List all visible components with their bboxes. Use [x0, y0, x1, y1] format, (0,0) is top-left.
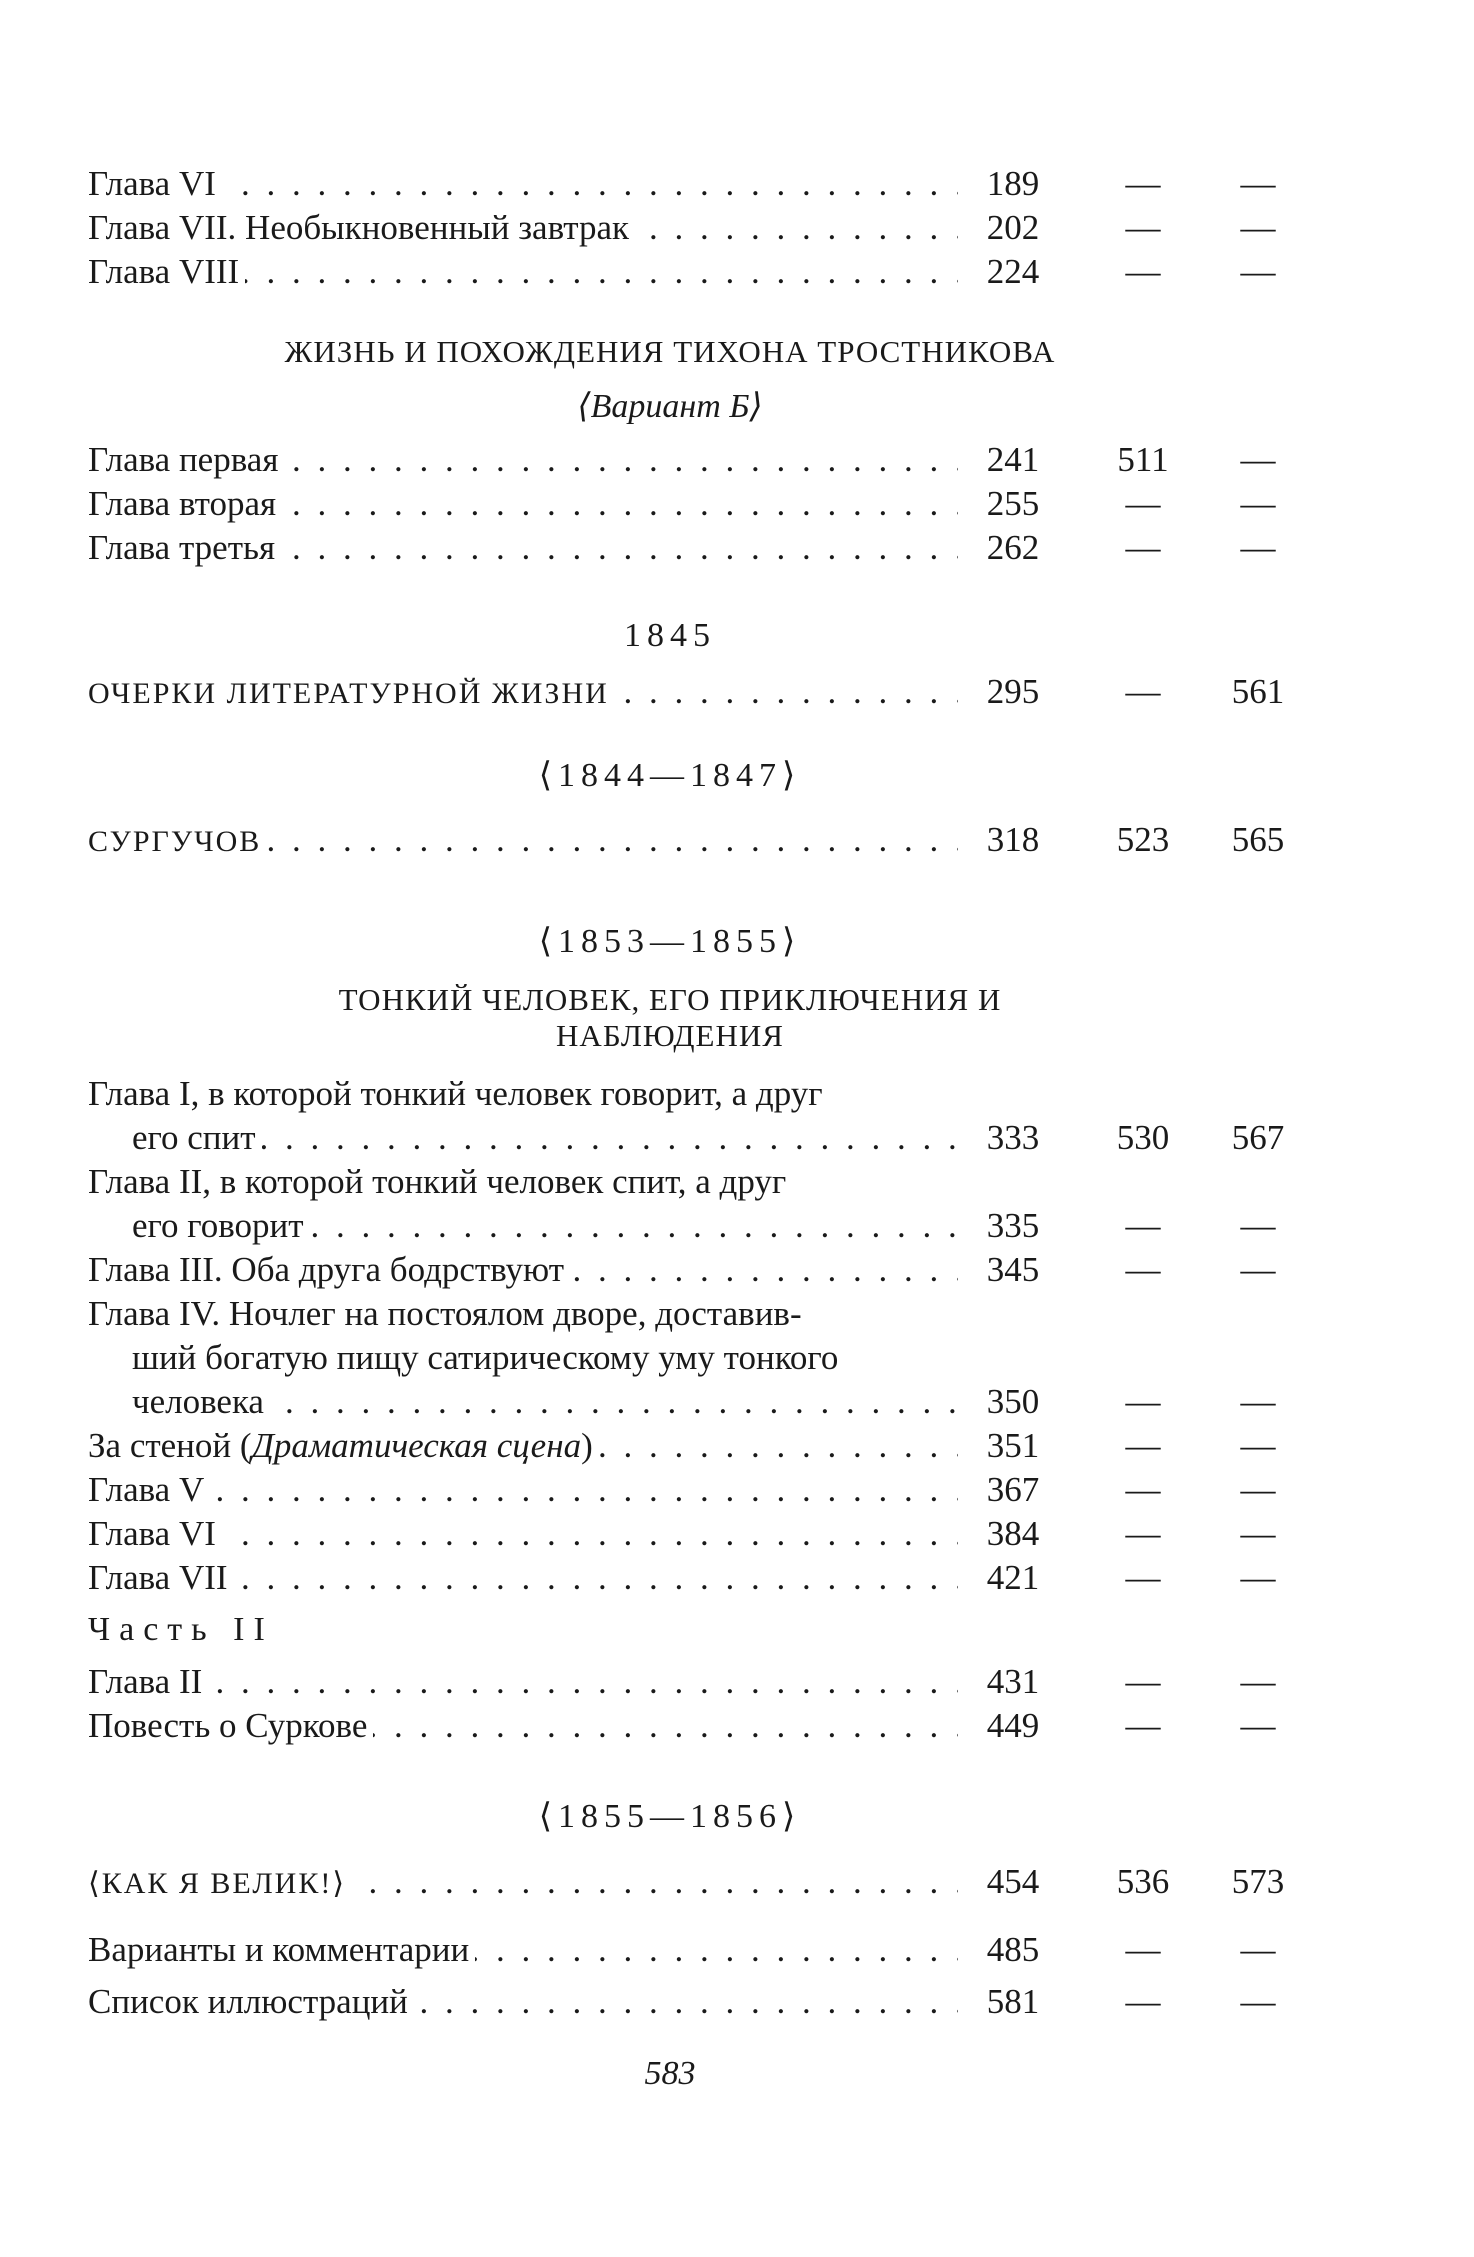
- page-comments: —: [1240, 1470, 1276, 1509]
- toc-row: [88, 1468, 1276, 1512]
- page-variants: —: [1125, 164, 1161, 203]
- toc-row: [88, 1248, 1276, 1292]
- toc-title: ⟨КАК Я ВЕЛИК!⟩: [88, 1867, 352, 1900]
- toc-title: Глава третья: [88, 528, 281, 567]
- page-main: 350: [986, 1382, 1040, 1421]
- page-main: 262: [986, 528, 1040, 567]
- page-main: 224: [986, 252, 1040, 291]
- toc-title: его говорит: [132, 1206, 310, 1245]
- page-main: 335: [986, 1206, 1040, 1245]
- page-variants: —: [1125, 528, 1161, 567]
- page-main: 367: [986, 1470, 1040, 1509]
- page-main: 485: [986, 1930, 1040, 1969]
- toc-title-line: Глава I, в которой тонкий человек говорит, а друг: [88, 1074, 823, 1113]
- page-comments: —: [1240, 1250, 1276, 1289]
- toc-row: [88, 1556, 1276, 1600]
- toc-title-line: Глава IV. Ночлег на постоялом дворе, доставив-: [88, 1294, 802, 1333]
- page-main: 345: [986, 1250, 1040, 1289]
- toc-row: [88, 1704, 1276, 1748]
- page-comments: —: [1240, 164, 1276, 203]
- page-variants: —: [1125, 1706, 1161, 1745]
- page-variants: —: [1125, 1662, 1161, 1701]
- toc-row: [88, 1928, 1276, 1972]
- page-main: 454: [986, 1862, 1040, 1901]
- page-comments: —: [1240, 1426, 1276, 1465]
- toc-title-line: ший богатую пищу сатирическому уму тонкого: [132, 1338, 839, 1377]
- page-main: 449: [986, 1706, 1040, 1745]
- page-comments: —: [1240, 1558, 1276, 1597]
- toc-row: [88, 1980, 1276, 2024]
- page-comments: —: [1240, 528, 1276, 567]
- page-variants: —: [1125, 1470, 1161, 1509]
- page-variants: 511: [1117, 440, 1169, 479]
- toc-row: [88, 1512, 1276, 1556]
- page-comments: —: [1240, 1514, 1276, 1553]
- page-variants: —: [1125, 1930, 1161, 1969]
- page-comments: —: [1240, 1206, 1276, 1245]
- page-comments: —: [1240, 1706, 1276, 1745]
- toc-title: Глава VI: [88, 1514, 222, 1553]
- page-main: 421: [986, 1558, 1040, 1597]
- page-main: 333: [986, 1118, 1040, 1157]
- page-comments: —: [1240, 1930, 1276, 1969]
- page-number: 583: [644, 2055, 696, 2092]
- toc-title-line: Глава II, в которой тонкий человек спит, а друг: [88, 1162, 787, 1201]
- page-comments: —: [1240, 484, 1276, 523]
- page-main: 384: [986, 1514, 1040, 1553]
- year-heading: ⟨1855—1856⟩: [538, 1798, 802, 1835]
- toc-title: Глава VIII: [88, 252, 245, 291]
- toc-title: Повесть о Суркове: [88, 1706, 373, 1745]
- page-comments: 561: [1231, 672, 1285, 711]
- page-variants: —: [1125, 208, 1161, 247]
- toc-row: [88, 526, 1276, 570]
- page-main: 189: [986, 164, 1040, 203]
- page-variants: —: [1125, 1382, 1161, 1421]
- page-main: 318: [986, 820, 1040, 859]
- page-comments: —: [1240, 440, 1276, 479]
- page-comments: —: [1240, 1982, 1276, 2021]
- toc-row: [88, 1660, 1276, 1704]
- variant-subheading: ⟨Вариант Б⟩: [577, 388, 763, 425]
- toc-row: [88, 818, 1285, 862]
- page-variants: 523: [1116, 820, 1170, 859]
- page-comments: 567: [1231, 1118, 1285, 1157]
- page-comments: —: [1240, 1382, 1276, 1421]
- toc-title: ОЧЕРКИ ЛИТЕРАТУРНОЙ ЖИЗНИ: [88, 677, 615, 710]
- toc-title: его спит: [132, 1118, 262, 1157]
- page-main: 581: [986, 1982, 1040, 2021]
- page-variants: —: [1125, 1250, 1161, 1289]
- page-main: 241: [986, 440, 1040, 479]
- page-comments: 573: [1231, 1862, 1285, 1901]
- toc-title: Список иллюстраций: [88, 1982, 414, 2021]
- section-heading: ЖИЗНЬ И ПОХОЖДЕНИЯ ТИХОНА ТРОСТНИКОВА: [284, 334, 1056, 369]
- toc-title: человека: [132, 1382, 270, 1421]
- toc-title: Глава V: [88, 1470, 210, 1509]
- toc-row: [88, 250, 1276, 294]
- year-heading: 1845: [624, 617, 716, 654]
- toc-row: [88, 1116, 1285, 1160]
- toc-row: [88, 1424, 1276, 1468]
- page-variants: 536: [1116, 1862, 1170, 1901]
- page-main: 351: [986, 1426, 1040, 1465]
- page-variants: —: [1125, 1982, 1161, 2021]
- toc-row: [88, 1860, 1285, 1904]
- toc-title: Глава VI: [88, 164, 222, 203]
- year-heading: ⟨1853—1855⟩: [538, 923, 802, 960]
- part-heading: Часть II: [88, 1611, 274, 1648]
- page-variants: 530: [1116, 1118, 1170, 1157]
- toc-row: [88, 482, 1276, 526]
- page-comments: —: [1240, 1662, 1276, 1701]
- toc-row: [88, 1204, 1276, 1248]
- page-main: 431: [986, 1662, 1040, 1701]
- page-variants: —: [1125, 252, 1161, 291]
- page-variants: —: [1125, 1206, 1161, 1245]
- toc-row: [88, 438, 1276, 482]
- toc-title: Глава VII. Необыкновенный завтрак: [88, 208, 635, 247]
- year-heading: ⟨1844—1847⟩: [538, 757, 802, 794]
- toc-title: Глава III. Оба друга бодрствуют: [88, 1250, 570, 1289]
- toc-title: Глава VII: [88, 1558, 234, 1597]
- page-variants: —: [1125, 1558, 1161, 1597]
- page-main: 202: [986, 208, 1040, 247]
- page-main: 295: [986, 672, 1040, 711]
- section-heading: НАБЛЮДЕНИЯ: [556, 1018, 784, 1053]
- page-variants: —: [1125, 672, 1161, 711]
- toc-title: Глава первая: [88, 440, 284, 479]
- page-variants: —: [1125, 1514, 1161, 1553]
- toc-row: [88, 1380, 1276, 1424]
- toc-title: Глава вторая: [88, 484, 282, 523]
- page-main: 255: [986, 484, 1040, 523]
- page-variants: —: [1125, 484, 1161, 523]
- toc-row: [88, 162, 1276, 206]
- toc-row: [88, 206, 1276, 250]
- toc-title: За стеной (Драматическая сцена): [88, 1426, 599, 1465]
- toc-title: Глава II: [88, 1662, 208, 1701]
- toc-title: Варианты и комментарии: [88, 1930, 475, 1969]
- page-comments: 565: [1231, 820, 1285, 859]
- page-comments: —: [1240, 252, 1276, 291]
- toc-title: СУРГУЧОВ: [88, 825, 267, 858]
- section-heading: ТОНКИЙ ЧЕЛОВЕК, ЕГО ПРИКЛЮЧЕНИЯ И: [338, 982, 1002, 1017]
- page-comments: —: [1240, 208, 1276, 247]
- page-variants: —: [1125, 1426, 1161, 1465]
- toc-row: [88, 670, 1285, 714]
